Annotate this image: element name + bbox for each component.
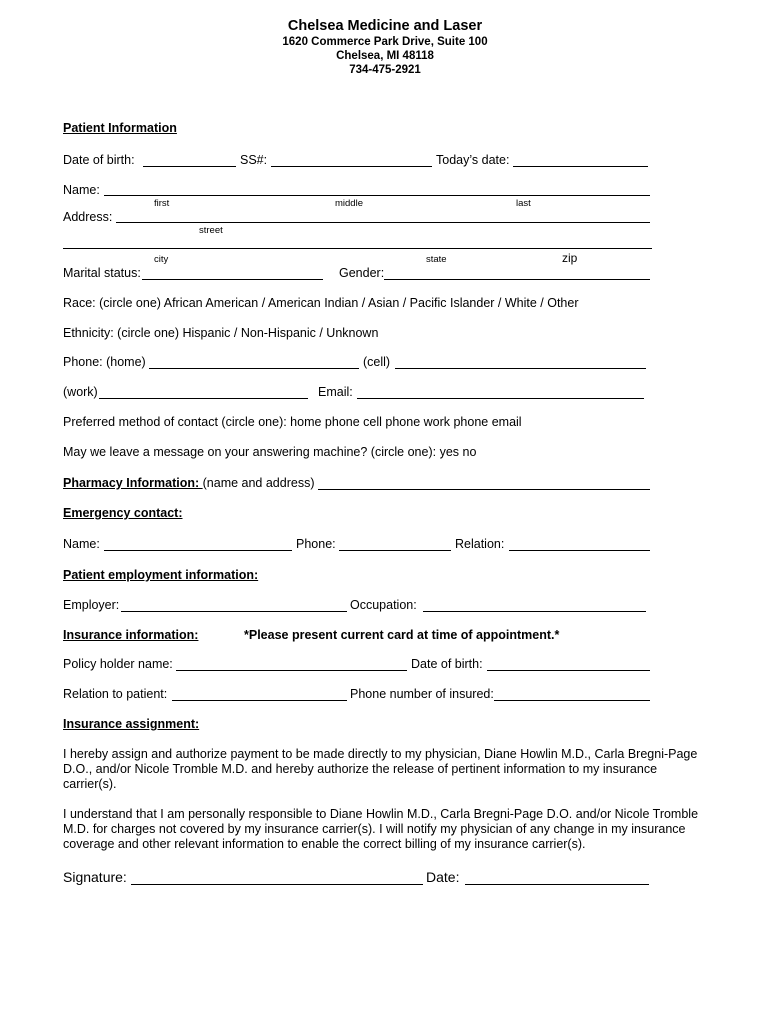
signature-date-label: Date: bbox=[426, 869, 460, 885]
emergency-phone-label: Phone: bbox=[296, 537, 336, 551]
relation-to-patient-label: Relation to patient: bbox=[63, 687, 168, 701]
address-street-field[interactable] bbox=[116, 222, 650, 223]
policy-holder-field[interactable] bbox=[176, 670, 407, 671]
emergency-contact-heading: Emergency contact: bbox=[63, 506, 183, 520]
email-label: Email: bbox=[318, 385, 353, 399]
name-field[interactable] bbox=[104, 195, 650, 196]
practice-city: Chelsea, MI 48118 bbox=[336, 50, 434, 62]
pharmacy-field[interactable] bbox=[318, 489, 650, 490]
gender-field[interactable] bbox=[384, 279, 650, 280]
signature-label: Signature: bbox=[63, 869, 127, 885]
message-permission-line: May we leave a message on your answering machine? (circle one): yes no bbox=[63, 445, 477, 459]
patient-info-heading: Patient Information bbox=[63, 121, 177, 135]
address-city-field[interactable] bbox=[63, 248, 652, 249]
practice-phone: 734-475-2921 bbox=[349, 64, 421, 76]
emergency-relation-field[interactable] bbox=[509, 550, 650, 551]
todays-date-label: Today’s date: bbox=[436, 153, 510, 167]
pharmacy-row bbox=[63, 476, 315, 491]
insured-dob-label: Date of birth: bbox=[411, 657, 483, 671]
emergency-phone-field[interactable] bbox=[339, 550, 451, 551]
address-zip-caption: zip bbox=[562, 251, 578, 265]
email-field[interactable] bbox=[357, 398, 644, 399]
address-city-caption: city bbox=[154, 254, 169, 265]
name-first-caption: first bbox=[154, 198, 170, 209]
practice-address: 1620 Commerce Park Drive, Suite 100 bbox=[282, 36, 488, 48]
todays-date-field[interactable] bbox=[513, 166, 648, 167]
phone-home-label: Phone: (home) bbox=[63, 355, 146, 369]
relation-to-patient-field[interactable] bbox=[172, 700, 347, 701]
marital-status-label: Marital status: bbox=[63, 266, 141, 280]
emergency-relation-label: Relation: bbox=[455, 537, 505, 551]
policy-holder-label: Policy holder name: bbox=[63, 657, 173, 671]
name-label: Name: bbox=[63, 183, 100, 197]
phone-work-label: (work) bbox=[63, 385, 98, 399]
insurance-heading: Insurance information: bbox=[63, 628, 199, 642]
dob-field[interactable] bbox=[143, 166, 236, 167]
phone-cell-field[interactable] bbox=[395, 368, 646, 369]
address-street-caption: street bbox=[199, 225, 223, 236]
emergency-name-field[interactable] bbox=[104, 550, 292, 551]
employment-heading: Patient employment information: bbox=[63, 568, 259, 582]
occupation-label: Occupation: bbox=[350, 598, 417, 612]
gender-label: Gender: bbox=[339, 266, 385, 280]
insured-phone-field[interactable] bbox=[494, 700, 650, 701]
employer-field[interactable] bbox=[121, 611, 347, 612]
race-line: Race: (circle one) African American / American Indian / Asian / Pacific Islander / White / Other bbox=[63, 296, 579, 310]
ethnicity-line: Ethnicity: (circle one) Hispanic / Non-Hispanic / Unknown bbox=[63, 326, 379, 340]
pharmacy-note: (name and address) bbox=[202, 476, 315, 490]
ss-field[interactable] bbox=[271, 166, 432, 167]
ss-label: SS#: bbox=[240, 153, 268, 167]
assignment-paragraph-2: I understand that I am personally responsible to Diane Howlin M.D., Carla Bregni-Page D.O. and/or Nicole Tromble M.D. for charges not covered by my insurance carrier(s). I will notify my physician of any change in my insurance coverage and other relevant information to enable the correct billing of my insurance carrier(s). bbox=[63, 807, 699, 851]
insured-phone-label: Phone number of insured: bbox=[350, 687, 494, 701]
insurance-card-note: *Please present current card at time of appointment.* bbox=[244, 628, 560, 642]
phone-home-field[interactable] bbox=[149, 368, 359, 369]
assignment-heading: Insurance assignment: bbox=[63, 717, 200, 731]
address-state-caption: state bbox=[426, 254, 447, 265]
employer-label: Employer: bbox=[63, 598, 120, 612]
pharmacy-heading: Pharmacy Information: bbox=[63, 476, 203, 490]
address-label: Address: bbox=[63, 210, 113, 224]
name-middle-caption: middle bbox=[335, 198, 363, 209]
name-last-caption: last bbox=[516, 198, 531, 209]
preferred-contact-line: Preferred method of contact (circle one): home phone cell phone work phone email bbox=[63, 415, 522, 429]
insured-dob-field[interactable] bbox=[487, 670, 650, 671]
emergency-name-label: Name: bbox=[63, 537, 100, 551]
signature-date-field[interactable] bbox=[465, 884, 649, 885]
assignment-paragraph-1: I hereby assign and authorize payment to be made directly to my physician, Diane Howlin M.D., Carla Bregni-Page D.O., and/or Nicole Tromble M.D. and hereby authorize the release of pertinent information to my insurance carrier(s). bbox=[63, 747, 698, 791]
marital-status-field[interactable] bbox=[142, 279, 323, 280]
occupation-field[interactable] bbox=[423, 611, 646, 612]
dob-label: Date of birth: bbox=[63, 153, 135, 167]
phone-cell-label: (cell) bbox=[363, 355, 391, 369]
practice-name: Chelsea Medicine and Laser bbox=[287, 18, 483, 34]
signature-field[interactable] bbox=[131, 884, 423, 885]
phone-work-field[interactable] bbox=[99, 398, 308, 399]
